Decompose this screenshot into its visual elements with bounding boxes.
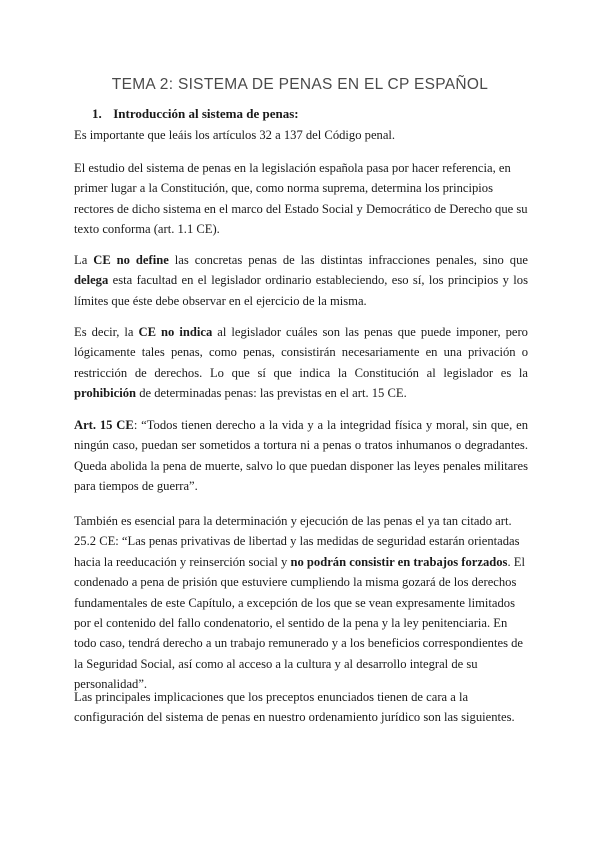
text-run: de determinadas penas: las previstas en el art. 15 CE. [136, 386, 407, 401]
text-run: También es esencial para la determinación y ejecución de las penas el ya tan citado art. 25.2 CE: “Las penas privativas de libertad y las medidas de seguridad estarán orientadas hacia la reeducación y reinserción social y [74, 514, 520, 569]
section-heading [92, 106, 299, 122]
paragraph-ce-no-indica [74, 322, 528, 404]
section-number: 1. [92, 106, 102, 121]
paragraph-implicaciones: Las principales implicaciones que los preceptos enunciados tienen de cara a la configuración del sistema de penas en nuestro ordenamiento jurídico son las siguientes. [74, 690, 515, 725]
bold-run: Art. 15 CE [74, 418, 134, 432]
bold-run: prohibición [74, 386, 137, 401]
section-heading-text: Introducción al sistema de penas: [113, 106, 299, 121]
text-run: La [74, 253, 94, 267]
bold-run: CE no indica [138, 325, 213, 339]
paragraph-art-25 [74, 511, 528, 695]
paragraph-art-15 [74, 415, 528, 497]
bold-run: delega [74, 273, 109, 288]
text-run: esta facultad en el legislador ordinario estableciendo, eso sí, los principios y los límites que éste debe observar en el ejercicio de la misma. [74, 273, 528, 308]
text-run: las concretas penas de las distintas infracciones penales, sino que [168, 253, 528, 267]
paragraph-constitution: El estudio del sistema de penas en la legislación española pasa por hacer referencia, en primer lugar a la Constitución, que, como norma suprema, determina los principios rectores de dicho sistema en el marco del Estado Social y Democrático de Derecho que su texto conforma (art. 1.1 CE). [74, 161, 528, 237]
page-title: TEMA 2: SISTEMA DE PENAS EN EL CP ESPAÑOL [111, 76, 489, 93]
text-run: Es decir, la [74, 325, 139, 339]
paragraph-ce-no-define [74, 250, 528, 311]
text-run: : “Todos tienen derecho a la vida y a la integridad física y moral, sin que, en ningún caso, puedan ser sometidos a tortura ni a penas o tratos inhumanos o degradantes. Queda abolida la pena de muerte, salvo lo que puedan disponer las leyes penales militares para tiempos de guerra”. [74, 418, 528, 494]
paragraph-intro: Es importante que leáis los artículos 32 a 137 del Código penal. [74, 128, 396, 142]
text-run: . El condenado a pena de prisión que estuviere cumpliendo la misma gozará de los derechos fundamentales de este Capítulo, a excepción de los que se vean expresamente limitados por el contenido del fallo condenatorio, el sentido de la pena y la ley penitenciaria. En todo caso, tendrá derecho a un trabajo remunerado y a los beneficios correspondientes de la Seguridad Social, así como al acceso a la cultura y al desarrollo integral de su personalidad”. [74, 554, 525, 692]
bold-run: CE no define [93, 253, 169, 267]
bold-run: no podrán consistir en trabajos forzados [290, 554, 508, 569]
text-run: al legislador cuáles son las penas que puede imponer, pero lógicamente tales penas, como penas, consistirán necesariamente en una privación o restricción de derechos. Lo que sí que indica la Constitución al legislador es la [74, 325, 528, 380]
